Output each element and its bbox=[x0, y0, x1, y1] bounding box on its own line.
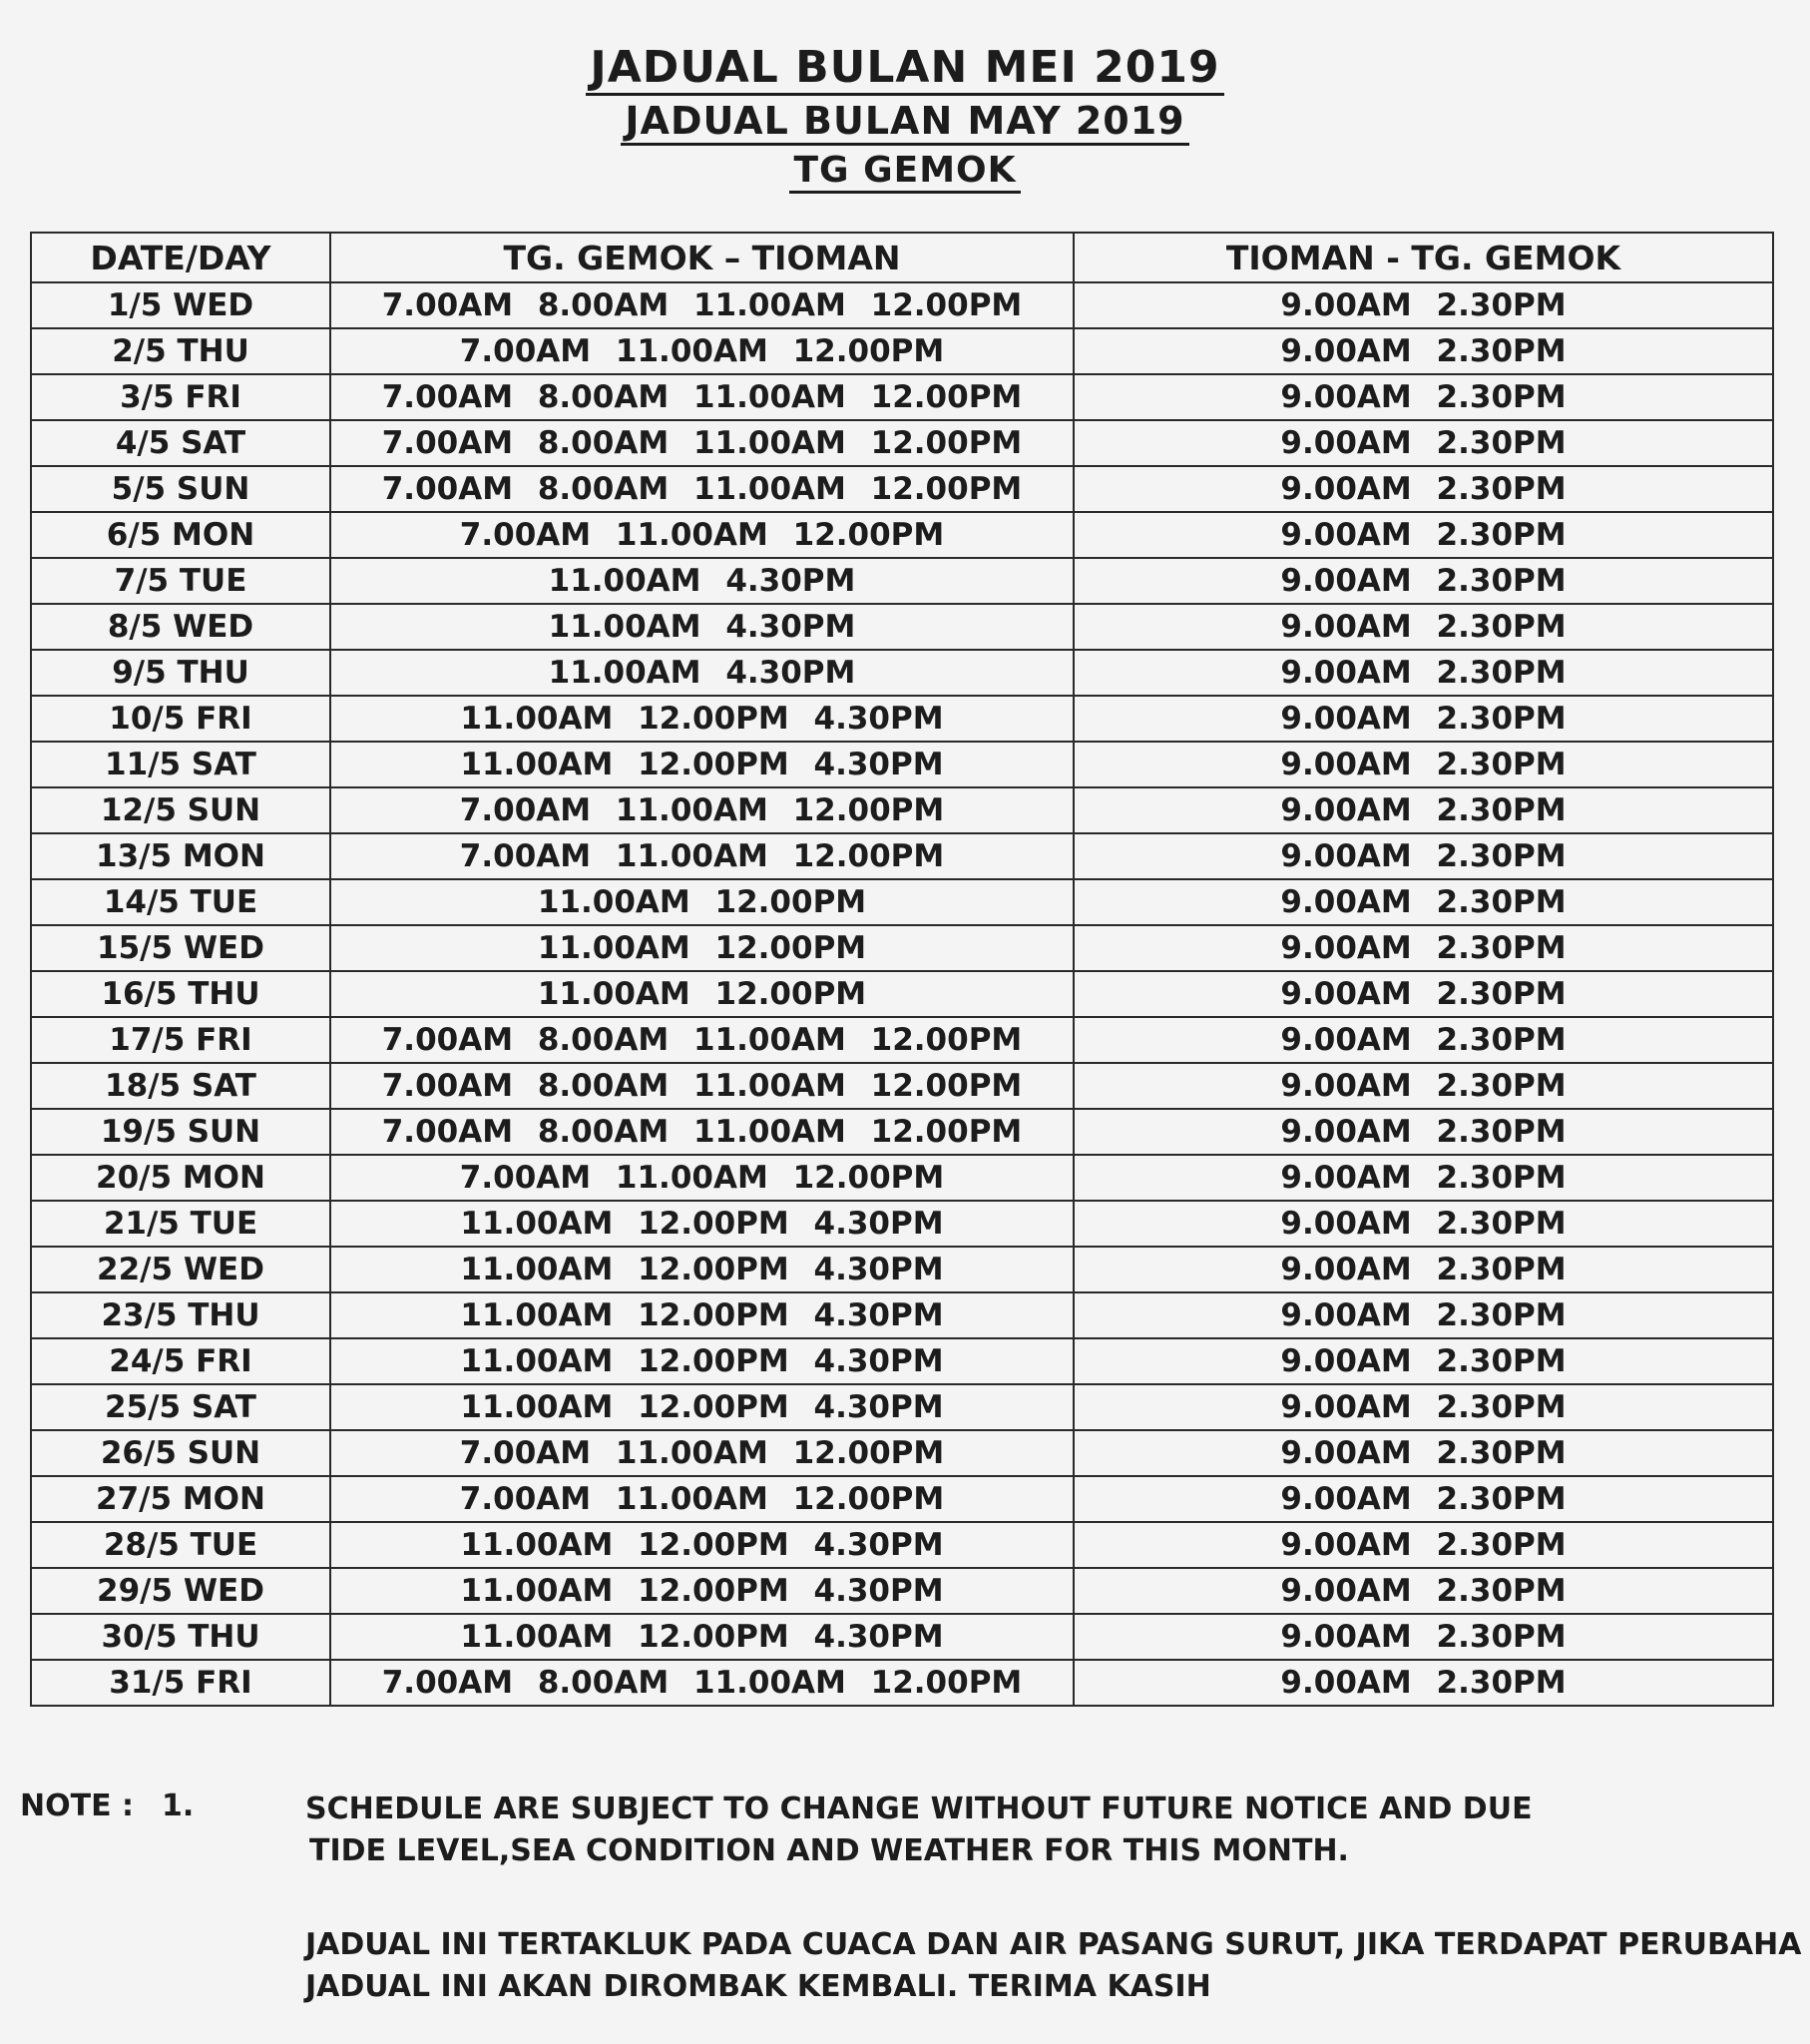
table-row bbox=[31, 604, 1773, 650]
table-row bbox=[31, 742, 1773, 787]
date-cell: 23/5 THU bbox=[31, 1292, 330, 1338]
date-cell: 16/5 THU bbox=[31, 971, 330, 1017]
table-row bbox=[31, 833, 1773, 879]
table-row bbox=[31, 1476, 1773, 1522]
date-cell: 18/5 SAT bbox=[31, 1063, 330, 1109]
date-cell: 19/5 SUN bbox=[31, 1109, 330, 1155]
col-header-outbound: TG. GEMOK – TIOMAN bbox=[330, 233, 1074, 282]
date-cell: 3/5 FRI bbox=[31, 374, 330, 420]
outbound-times-cell: 11.00AM 12.00PM 4.30PM bbox=[330, 696, 1074, 742]
return-times-cell: 9.00AM 2.30PM bbox=[1074, 1247, 1773, 1292]
date-cell: 21/5 TUE bbox=[31, 1201, 330, 1247]
return-times-cell: 9.00AM 2.30PM bbox=[1074, 1476, 1773, 1522]
outbound-times-cell: 7.00AM 8.00AM 11.00AM 12.00PM bbox=[330, 420, 1074, 466]
date-cell: 6/5 MON bbox=[31, 512, 330, 558]
outbound-times-cell: 11.00AM 4.30PM bbox=[330, 558, 1074, 604]
table-row bbox=[31, 787, 1773, 833]
date-cell: 12/5 SUN bbox=[31, 787, 330, 833]
date-cell: 22/5 WED bbox=[31, 1247, 330, 1292]
date-cell: 2/5 THU bbox=[31, 328, 330, 374]
table-row bbox=[31, 1568, 1773, 1614]
outbound-times-cell: 11.00AM 12.00PM bbox=[330, 925, 1074, 971]
return-times-cell: 9.00AM 2.30PM bbox=[1074, 650, 1773, 696]
return-times-cell: 9.00AM 2.30PM bbox=[1074, 1614, 1773, 1660]
return-times-cell: 9.00AM 2.30PM bbox=[1074, 1384, 1773, 1430]
table-row bbox=[31, 328, 1773, 374]
date-cell: 28/5 TUE bbox=[31, 1522, 330, 1568]
return-times-cell: 9.00AM 2.30PM bbox=[1074, 696, 1773, 742]
return-times-cell: 9.00AM 2.30PM bbox=[1074, 879, 1773, 925]
outbound-times-cell: 11.00AM 12.00PM 4.30PM bbox=[330, 1568, 1074, 1614]
date-cell: 9/5 THU bbox=[31, 650, 330, 696]
outbound-times-cell: 11.00AM 4.30PM bbox=[330, 650, 1074, 696]
outbound-times-cell: 7.00AM 11.00AM 12.00PM bbox=[330, 1430, 1074, 1476]
date-cell: 15/5 WED bbox=[31, 925, 330, 971]
table-row bbox=[31, 558, 1773, 604]
date-cell: 1/5 WED bbox=[31, 282, 330, 328]
note-malay-line2: JADUAL INI AKAN DIROMBAK KEMBALI. TERIMA KASIH bbox=[305, 1969, 1211, 2004]
date-cell: 10/5 FRI bbox=[31, 696, 330, 742]
date-cell: 8/5 WED bbox=[31, 604, 330, 650]
return-times-cell: 9.00AM 2.30PM bbox=[1074, 1201, 1773, 1247]
table-row bbox=[31, 1155, 1773, 1201]
title-location: TG GEMOK bbox=[0, 146, 1810, 196]
return-times-cell: 9.00AM 2.30PM bbox=[1074, 742, 1773, 787]
table-row bbox=[31, 374, 1773, 420]
col-header-date: DATE/DAY bbox=[31, 233, 330, 282]
date-cell: 4/5 SAT bbox=[31, 420, 330, 466]
outbound-times-cell: 11.00AM 4.30PM bbox=[330, 604, 1074, 650]
outbound-times-cell: 7.00AM 8.00AM 11.00AM 12.00PM bbox=[330, 466, 1074, 512]
table-row bbox=[31, 1292, 1773, 1338]
return-times-cell: 9.00AM 2.30PM bbox=[1074, 1292, 1773, 1338]
col-header-return: TIOMAN - TG. GEMOK bbox=[1074, 233, 1773, 282]
date-cell: 31/5 FRI bbox=[31, 1660, 330, 1706]
outbound-times-cell: 7.00AM 8.00AM 11.00AM 12.00PM bbox=[330, 1109, 1074, 1155]
header-row bbox=[31, 233, 1773, 282]
date-cell: 30/5 THU bbox=[31, 1614, 330, 1660]
title-malay: JADUAL BULAN MEI 2019 bbox=[0, 40, 1810, 96]
table-row bbox=[31, 1614, 1773, 1660]
table-row bbox=[31, 1109, 1773, 1155]
outbound-times-cell: 11.00AM 12.00PM 4.30PM bbox=[330, 1614, 1074, 1660]
date-cell: 11/5 SAT bbox=[31, 742, 330, 787]
return-times-cell: 9.00AM 2.30PM bbox=[1074, 512, 1773, 558]
table-row bbox=[31, 512, 1773, 558]
date-cell: 7/5 TUE bbox=[31, 558, 330, 604]
return-times-cell: 9.00AM 2.30PM bbox=[1074, 604, 1773, 650]
return-times-cell: 9.00AM 2.30PM bbox=[1074, 1568, 1773, 1614]
outbound-times-cell: 7.00AM 8.00AM 11.00AM 12.00PM bbox=[330, 1017, 1074, 1063]
outbound-times-cell: 11.00AM 12.00PM 4.30PM bbox=[330, 1522, 1074, 1568]
return-times-cell: 9.00AM 2.30PM bbox=[1074, 282, 1773, 328]
outbound-times-cell: 11.00AM 12.00PM bbox=[330, 971, 1074, 1017]
outbound-times-cell: 7.00AM 8.00AM 11.00AM 12.00PM bbox=[330, 1063, 1074, 1109]
return-times-cell: 9.00AM 2.30PM bbox=[1074, 328, 1773, 374]
outbound-times-cell: 7.00AM 11.00AM 12.00PM bbox=[330, 1476, 1074, 1522]
return-times-cell: 9.00AM 2.30PM bbox=[1074, 466, 1773, 512]
date-cell: 25/5 SAT bbox=[31, 1384, 330, 1430]
note-malay-line1: JADUAL INI TERTAKLUK PADA CUACA DAN AIR PASANG SURUT, JIKA TERDAPAT PERUBAHA bbox=[305, 1927, 1802, 1962]
table-row bbox=[31, 971, 1773, 1017]
table-row bbox=[31, 282, 1773, 328]
note-number: 1. bbox=[162, 1788, 195, 1823]
return-times-cell: 9.00AM 2.30PM bbox=[1074, 971, 1773, 1017]
table-row bbox=[31, 420, 1773, 466]
title-block bbox=[0, 40, 1810, 196]
table-row bbox=[31, 696, 1773, 742]
outbound-times-cell: 7.00AM 8.00AM 11.00AM 12.00PM bbox=[330, 1660, 1074, 1706]
note-english-line2: TIDE LEVEL,SEA CONDITION AND WEATHER FOR THIS MONTH. bbox=[309, 1833, 1349, 1868]
note-label: NOTE : bbox=[20, 1788, 135, 1823]
return-times-cell: 9.00AM 2.30PM bbox=[1074, 1063, 1773, 1109]
return-times-cell: 9.00AM 2.30PM bbox=[1074, 1660, 1773, 1706]
table-row bbox=[31, 1660, 1773, 1706]
return-times-cell: 9.00AM 2.30PM bbox=[1074, 833, 1773, 879]
title-english: JADUAL BULAN MAY 2019 bbox=[0, 96, 1810, 146]
table-row bbox=[31, 1338, 1773, 1384]
date-cell: 17/5 FRI bbox=[31, 1017, 330, 1063]
note-body bbox=[305, 1788, 1802, 2008]
date-cell: 26/5 SUN bbox=[31, 1430, 330, 1476]
table-row bbox=[31, 1017, 1773, 1063]
table-row bbox=[31, 1201, 1773, 1247]
outbound-times-cell: 11.00AM 12.00PM 4.30PM bbox=[330, 1201, 1074, 1247]
outbound-times-cell: 7.00AM 8.00AM 11.00AM 12.00PM bbox=[330, 282, 1074, 328]
schedule-table bbox=[30, 232, 1774, 1707]
return-times-cell: 9.00AM 2.30PM bbox=[1074, 374, 1773, 420]
date-cell: 29/5 WED bbox=[31, 1568, 330, 1614]
outbound-times-cell: 11.00AM 12.00PM 4.30PM bbox=[330, 1292, 1074, 1338]
outbound-times-cell: 7.00AM 8.00AM 11.00AM 12.00PM bbox=[330, 374, 1074, 420]
outbound-times-cell: 11.00AM 12.00PM bbox=[330, 879, 1074, 925]
outbound-times-cell: 7.00AM 11.00AM 12.00PM bbox=[330, 512, 1074, 558]
outbound-times-cell: 7.00AM 11.00AM 12.00PM bbox=[330, 833, 1074, 879]
return-times-cell: 9.00AM 2.30PM bbox=[1074, 1017, 1773, 1063]
return-times-cell: 9.00AM 2.30PM bbox=[1074, 420, 1773, 466]
return-times-cell: 9.00AM 2.30PM bbox=[1074, 1430, 1773, 1476]
date-cell: 27/5 MON bbox=[31, 1476, 330, 1522]
table-row bbox=[31, 1430, 1773, 1476]
table-row bbox=[31, 1063, 1773, 1109]
date-cell: 24/5 FRI bbox=[31, 1338, 330, 1384]
schedule-body bbox=[31, 282, 1773, 1706]
outbound-times-cell: 7.00AM 11.00AM 12.00PM bbox=[330, 1155, 1074, 1201]
table-row bbox=[31, 925, 1773, 971]
date-cell: 13/5 MON bbox=[31, 833, 330, 879]
return-times-cell: 9.00AM 2.30PM bbox=[1074, 558, 1773, 604]
outbound-times-cell: 7.00AM 11.00AM 12.00PM bbox=[330, 787, 1074, 833]
table-row bbox=[31, 879, 1773, 925]
table-row bbox=[31, 1522, 1773, 1568]
date-cell: 14/5 TUE bbox=[31, 879, 330, 925]
outbound-times-cell: 11.00AM 12.00PM 4.30PM bbox=[330, 742, 1074, 787]
return-times-cell: 9.00AM 2.30PM bbox=[1074, 1155, 1773, 1201]
return-times-cell: 9.00AM 2.30PM bbox=[1074, 925, 1773, 971]
date-cell: 5/5 SUN bbox=[31, 466, 330, 512]
date-cell: 20/5 MON bbox=[31, 1155, 330, 1201]
table-row bbox=[31, 650, 1773, 696]
return-times-cell: 9.00AM 2.30PM bbox=[1074, 1109, 1773, 1155]
return-times-cell: 9.00AM 2.30PM bbox=[1074, 1522, 1773, 1568]
note-english-line1: SCHEDULE ARE SUBJECT TO CHANGE WITHOUT FUTURE NOTICE AND DUE bbox=[305, 1791, 1533, 1826]
outbound-times-cell: 11.00AM 12.00PM 4.30PM bbox=[330, 1384, 1074, 1430]
outbound-times-cell: 11.00AM 12.00PM 4.30PM bbox=[330, 1247, 1074, 1292]
outbound-times-cell: 11.00AM 12.00PM 4.30PM bbox=[330, 1338, 1074, 1384]
table-row bbox=[31, 1384, 1773, 1430]
table-row bbox=[31, 466, 1773, 512]
return-times-cell: 9.00AM 2.30PM bbox=[1074, 787, 1773, 833]
outbound-times-cell: 7.00AM 11.00AM 12.00PM bbox=[330, 328, 1074, 374]
table-row bbox=[31, 1247, 1773, 1292]
return-times-cell: 9.00AM 2.30PM bbox=[1074, 1338, 1773, 1384]
